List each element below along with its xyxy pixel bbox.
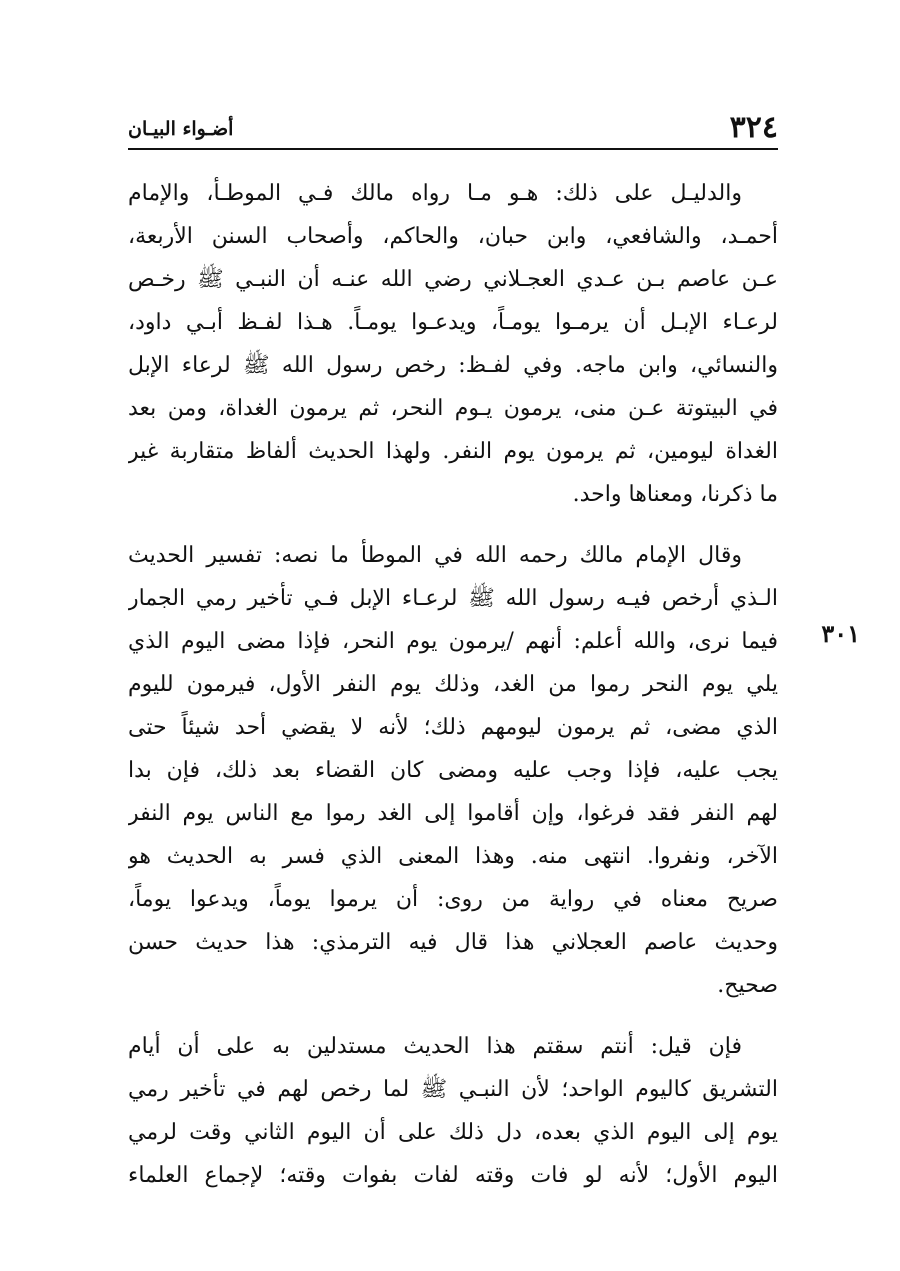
text-line: الذي مضى، ثم يرمون ليومهم ذلك؛ لأنه لا يقضي أحد شيئاً حتى xyxy=(128,715,778,740)
body-text xyxy=(128,172,778,1215)
text-line: اليوم الأول؛ لأنه لو فات وقته لفات بفوات وقته؛ لإجماع العلماء xyxy=(128,1163,778,1188)
text-line: الآخر، ونفروا. انتهى منه. وهذا المعنى الذي فسر به الحديث هو xyxy=(128,844,778,869)
text-line: عـن عاصم بـن عـدي العجـلاني رضي الله عنـه أن النبـي ﷺ رخـص xyxy=(128,267,778,292)
text-line: لرعـاء الإبـل أن يرمـوا يومـاً، ويدعـوا يومـاً. هـذا لفـظ أبـي داود، xyxy=(128,310,778,335)
text-line: التشريق كاليوم الواحد؛ لأن النبـي ﷺ لما رخص لهم في تأخير رمي xyxy=(128,1077,778,1102)
text-line: ما ذكرنا، ومعناها واحد. xyxy=(572,482,778,507)
text-line: لهم النفر فقد فرغوا، وإن أقاموا إلى الغد رموا مع الناس يوم النفر xyxy=(128,801,778,826)
text-line: والنسائي، وابن ماجه. وفي لفـظ: رخص رسول الله ﷺ لرعاء الإبل xyxy=(128,353,778,378)
text-line: أحمـد، والشافعي، وابن حبان، والحاكم، وأصحاب السنن الأربعة، xyxy=(128,224,778,249)
text-line: يوم إلى اليوم الذي بعده، دل ذلك على أن اليوم الثاني وقت لرمي xyxy=(128,1120,778,1145)
page-header xyxy=(128,108,778,150)
text-line: والدليـل على ذلك: هـو مـا رواه مالك فـي الموطـأ، والإمام xyxy=(128,181,742,206)
text-line: يجب عليه، فإذا وجب عليه ومضى كان القضاء بعد ذلك، فإن بدا xyxy=(128,758,778,783)
page-number: ٣٢٤ xyxy=(729,110,778,145)
paragraph-2 xyxy=(128,534,778,1007)
paragraph-1 xyxy=(128,172,778,516)
text-line: الغداة ليومين، ثم يرمون يوم النفر. ولهذا الحديث ألفاظ متقاربة غير xyxy=(128,439,778,464)
running-title: أضـواء البيـان xyxy=(128,118,234,140)
text-line: وقال الإمام مالك رحمه الله في الموطأ ما نصه: تفسير الحديث xyxy=(128,543,742,568)
paragraph-3 xyxy=(128,1025,778,1197)
text-line: يلي يوم النحر رموا من الغد، وذلك يوم النفر الأول، فيرمون لليوم xyxy=(128,672,778,697)
margin-page-reference: ٣٠١ xyxy=(821,619,860,648)
text-line: صحيح. xyxy=(717,973,778,998)
text-line: صريح معناه في رواية من روى: أن يرموا يوماً، ويدعوا يوماً، xyxy=(128,887,778,912)
text-line: في البيتوتة عـن منى، يرمون يـوم النحر، ثم يرمون الغداة، ومن بعد xyxy=(128,396,778,421)
text-line: الـذي أرخص فيـه رسول الله ﷺ لرعـاء الإبل فـي تأخير رمي الجمار xyxy=(128,586,778,611)
text-line: وحديث عاصم العجلاني هذا قال فيه الترمذي: هذا حديث حسن xyxy=(128,930,778,955)
text-line: فيما نرى، والله أعلم: أنهم /يرمون يوم النحر، فإذا مضى اليوم الذي xyxy=(128,629,778,654)
text-line: فإن قيل: أنتم سقتم هذا الحديث مستدلين به على أن أيام xyxy=(128,1034,742,1059)
